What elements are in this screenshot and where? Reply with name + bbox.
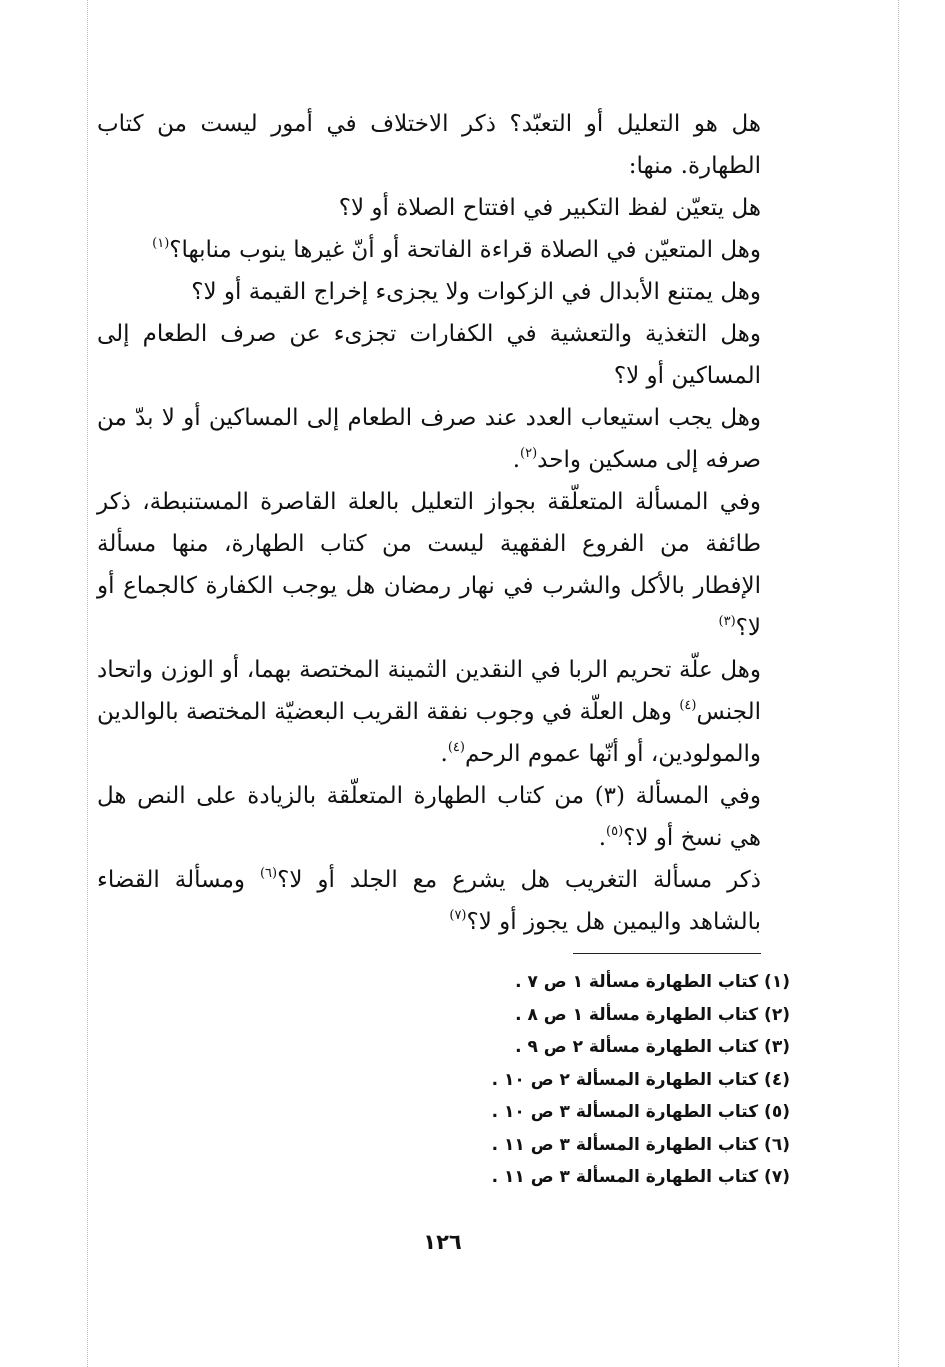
scan-edge-line-left [87, 0, 88, 1367]
footnote-ref-7: (٧) [449, 908, 467, 923]
footnote-separator [573, 953, 761, 954]
footnote-2: (٢) كتاب الطهارة مسألة ١ ص ٨ . [515, 1004, 790, 1025]
paragraph-9: وفي المسألة (٣) من كتاب الطهارة المتعلّقة بالزيادة على النص هل هي نسخ أو لا؟$^{(٥)}$. [97, 783, 761, 851]
paragraph-3: وهل المتعيّن في الصلاة قراءة الفاتحة أو أنّ غيرها ينوب منابها؟$^{(١)}$ [152, 236, 761, 263]
paragraph-1: هل هو التعليل أو التعبّد؟ ذكر الاختلاف في أمور ليست من كتاب الطهارة. منها: [97, 111, 761, 179]
footnote-ref-5: (٥) [606, 824, 624, 839]
footnote-5: (٥) كتاب الطهارة المسألة ٣ ص ١٠ . [491, 1102, 790, 1122]
paragraph-2: هل يتعيّن لفظ التكبير في افتتاح الصلاة أو لا؟ [338, 195, 761, 221]
footnote-7: (٧) كتاب الطهارة المسألة ٣ ص ١١ . [491, 1167, 790, 1187]
scan-edge-line-right [898, 0, 899, 1367]
page-number: ١٢٦ [423, 1230, 462, 1254]
footnote-3: (٣) كتاب الطهارة مسألة ٢ ص ٩ . [515, 1037, 790, 1057]
footnote-ref-4b: (٤) [447, 740, 465, 755]
footnote-ref-2: (٢) [520, 446, 538, 461]
footnote-ref-3: (٣) [718, 614, 736, 629]
footnote-6: (٦) كتاب الطهارة المسألة ٣ ص ١١ . [491, 1134, 790, 1155]
paragraph-6: وهل يجب استيعاب العدد عند صرف الطعام إلى المساكين أو لا بدّ من صرفه إلى مسكين واحد$^{(٢)}$. [97, 405, 761, 473]
footnote-ref-6: (٦) [259, 866, 278, 881]
footnote-ref-4a: (٤) [679, 698, 697, 713]
paragraph-4: وهل يمتنع الأبدال في الزكوات ولا يجزىء إخراج القيمة أو لا؟ [191, 279, 761, 305]
paragraph-7: وفي المسألة المتعلّقة بجواز التعليل بالعلة القاصرة المستنبطة، ذكر طائفة من الفروع الفقهية ليست من كتاب الطهارة، منها مسألة الإفطار بالأكل والشرب في نهار رمضان هل يوجب الكفارة كالجماع أو لا؟$^{(٣)}$ [97, 489, 761, 641]
main-text [97, 103, 761, 943]
footnote-4: (٤) كتاب الطهارة المسألة ٢ ص ١٠ . [491, 1069, 790, 1090]
paragraph-10: ذكر مسألة التغريب هل يشرع مع الجلد أو لا؟$^{(٦)}$ ومسألة القضاء بالشاهد واليمين هل يجوز أو لا؟$^{(٧)}$ [97, 866, 761, 935]
footnote-1: (١) كتاب الطهارة مسألة ١ ص ٧ . [515, 972, 790, 992]
footnote-ref-1: (١) [152, 236, 170, 251]
paragraph-8: وهل علّة تحريم الربا في النقدين الثمينة المختصة بهما، أو الوزن واتحاد الجنس$^{(٤)}$ وهل العلّة في وجوب نفقة القريب البعضيّة المختصة بالوالدين والمولودين، أو أنّها عموم الرحم$^{(٤)}$. [97, 657, 761, 767]
paragraph-5: وهل التغذية والتعشية في الكفارات تجزىء عن صرف الطعام إلى المساكين أو لا؟ [97, 321, 761, 389]
footnotes [320, 966, 790, 1194]
